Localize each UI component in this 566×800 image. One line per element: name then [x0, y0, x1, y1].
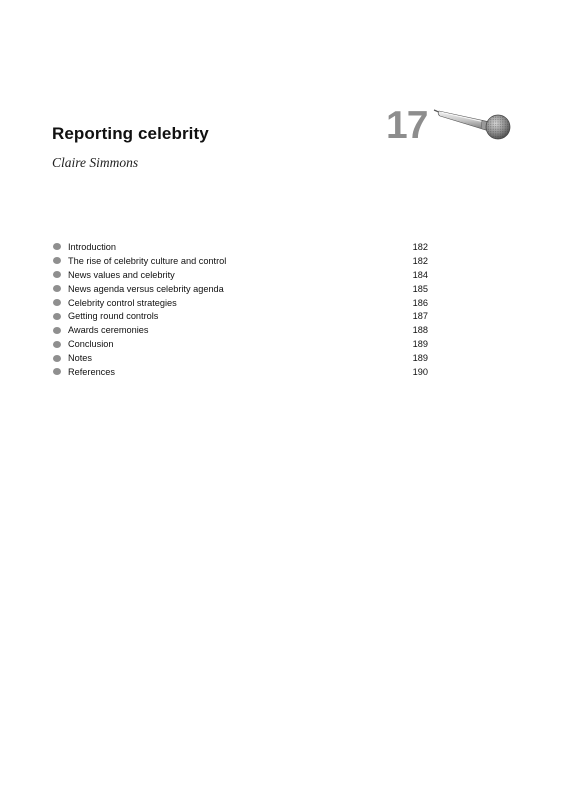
bullet-icon	[53, 257, 61, 264]
contents-item	[52, 268, 432, 282]
chapter-contents-list	[52, 240, 432, 379]
contents-item-page: 187	[412, 311, 428, 322]
bullet-icon	[53, 243, 61, 250]
contents-item	[52, 351, 432, 365]
contents-item-label: The rise of celebrity culture and control	[68, 255, 227, 266]
contents-item	[52, 337, 432, 351]
contents-item-label: Conclusion	[68, 339, 114, 350]
chapter-author: Claire Simmons	[52, 155, 139, 170]
contents-item-page: 185	[412, 283, 428, 294]
bullet-icon	[53, 285, 61, 292]
contents-item-label: Introduction	[68, 241, 117, 252]
contents-item-page: 189	[412, 339, 428, 350]
bullet-icon	[53, 355, 61, 362]
contents-item	[52, 309, 432, 323]
contents-item	[52, 254, 432, 268]
contents-item	[52, 365, 432, 379]
contents-item-page: 186	[412, 297, 428, 308]
contents-item-page: 189	[412, 353, 428, 364]
contents-item	[52, 240, 432, 254]
contents-item-label: Notes	[68, 353, 93, 364]
bullet-icon	[53, 271, 61, 278]
microphone-icon	[432, 104, 512, 148]
bullet-icon	[53, 327, 61, 334]
chapter-title: Reporting celebrity	[52, 124, 209, 143]
contents-item-page: 188	[412, 325, 428, 336]
bullet-icon	[53, 368, 61, 375]
contents-item-label: Celebrity control strategies	[68, 297, 177, 308]
contents-item-page: 182	[412, 255, 428, 266]
bullet-icon	[53, 341, 61, 348]
contents-item-label: News agenda versus celebrity agenda	[68, 283, 224, 294]
contents-item-page: 184	[412, 269, 428, 280]
bullet-icon	[53, 313, 61, 320]
contents-item-page: 190	[412, 366, 428, 377]
chapter-number: 17	[386, 104, 428, 147]
contents-item-label: Awards ceremonies	[68, 325, 149, 336]
contents-item-page: 182	[412, 241, 428, 252]
contents-item-label: Getting round controls	[68, 311, 159, 322]
contents-item	[52, 282, 432, 296]
contents-item	[52, 296, 432, 310]
contents-item-label: News values and celebrity	[68, 269, 175, 280]
contents-item	[52, 323, 432, 337]
bullet-icon	[53, 299, 61, 306]
contents-item-label: References	[68, 366, 115, 377]
